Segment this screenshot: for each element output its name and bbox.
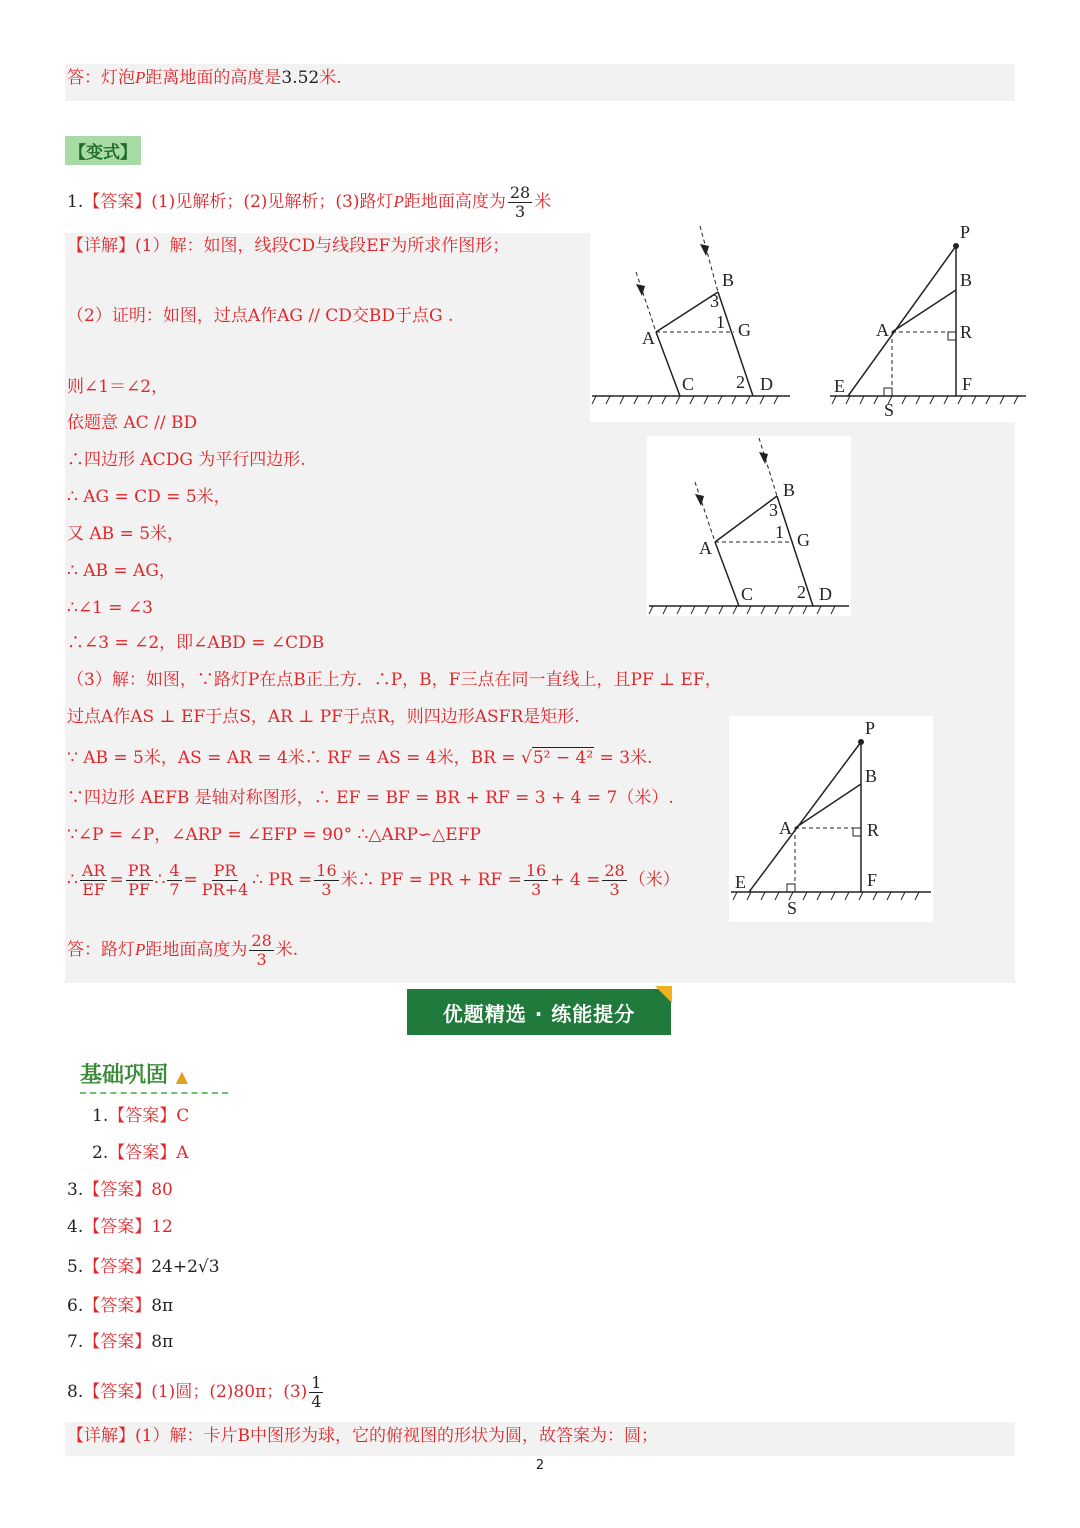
svg-text:E: E bbox=[834, 376, 845, 396]
svg-text:E: E bbox=[735, 872, 746, 892]
svg-text:S: S bbox=[884, 400, 895, 420]
svg-text:1: 1 bbox=[775, 522, 784, 542]
svg-text:F: F bbox=[962, 374, 973, 394]
section-heading: 基础巩固 ▲ bbox=[80, 1063, 188, 1088]
section-underline bbox=[80, 1092, 228, 1094]
triangle-icon: ▲ bbox=[175, 1067, 188, 1086]
svg-text:A: A bbox=[642, 328, 655, 348]
answer-4: 4.【答案】12 bbox=[67, 1217, 173, 1237]
detail-answer: 答：路灯P距地面高度为 $\frac{28}{3}$ 米. bbox=[67, 931, 299, 969]
figure-middle bbox=[647, 436, 851, 616]
svg-text:C: C bbox=[682, 374, 695, 394]
svg-text:D: D bbox=[819, 584, 832, 604]
detail-line-6: ∴ AG = CD = 5米， bbox=[67, 487, 231, 507]
answer-3: 3.【答案】80 bbox=[67, 1180, 173, 1200]
variant-tag: 【变式】 bbox=[65, 136, 141, 165]
detail-line-13: ∵ AB = 5米，AS = AR = 4米∴ RF = AS = 4米，BR = √5² − 4² = 3米. bbox=[67, 748, 653, 768]
detail-line-12: 过点A作AS ⊥ EF于点S，AR ⊥ PF于点R，则四边形ASFR是矩形. bbox=[67, 707, 580, 727]
banner-corner-decoration bbox=[655, 986, 672, 1003]
svg-text:A: A bbox=[699, 538, 712, 558]
svg-text:P: P bbox=[960, 222, 971, 242]
detail-line-7: 又 AB = 5米， bbox=[67, 524, 185, 544]
top-answer: 答：灯泡P距离地面的高度是3.52米. bbox=[67, 68, 342, 88]
svg-text:C: C bbox=[741, 584, 754, 604]
svg-text:B: B bbox=[722, 270, 735, 290]
svg-text:3: 3 bbox=[710, 291, 719, 311]
svg-text:B: B bbox=[783, 480, 796, 500]
answer-1: 1.【答案】C bbox=[92, 1106, 190, 1126]
detail-line-1: 【详解】(1）解：如图，线段CD与线段EF为所求作图形； bbox=[67, 236, 510, 256]
detail-line-5: ∴四边形 ACDG 为平行四边形. bbox=[67, 450, 306, 470]
svg-text:G: G bbox=[738, 320, 751, 340]
svg-text:A: A bbox=[876, 320, 889, 340]
section-banner: 优题精选 · 练能提分 bbox=[407, 989, 671, 1035]
svg-text:B: B bbox=[960, 270, 973, 290]
svg-text:G: G bbox=[797, 530, 810, 550]
detail-line-9: ∴∠1 = ∠3 bbox=[67, 598, 153, 618]
svg-text:D: D bbox=[760, 374, 773, 394]
svg-text:1: 1 bbox=[716, 312, 725, 332]
answer-5: 5.【答案】24+2√3 bbox=[67, 1257, 220, 1277]
detail-line-8: ∴ AB = AG， bbox=[67, 561, 176, 581]
figure-top bbox=[590, 220, 1030, 422]
answer-8: 8.【答案】(1)圆；(2)80π；(3) $\frac{1}{4}$ bbox=[67, 1373, 322, 1411]
svg-text:3: 3 bbox=[769, 500, 778, 520]
q1-answer: 1.【答案】(1)见解析；(2)见解析；(3)路灯P距地面高度为 $\frac{28}{3}$ 米 bbox=[67, 183, 552, 221]
svg-text:P: P bbox=[865, 718, 876, 738]
figure-top-svg bbox=[590, 220, 1030, 422]
figure-middle-svg bbox=[647, 436, 851, 616]
svg-text:R: R bbox=[960, 322, 973, 342]
detail-line-4: 依题意 AC // BD bbox=[67, 413, 198, 433]
svg-text:A: A bbox=[779, 818, 792, 838]
svg-text:F: F bbox=[867, 870, 878, 890]
detail-line-3: 则∠1＝∠2， bbox=[67, 377, 169, 397]
answer-2: 2.【答案】A bbox=[92, 1143, 189, 1163]
detail-line-15: ∵∠P = ∠P，∠ARP = ∠EFP = 90° ∴△ARP∽△EFP bbox=[67, 825, 481, 845]
page-number: 2 bbox=[535, 1458, 545, 1473]
answer-6: 6.【答案】8π bbox=[67, 1296, 174, 1316]
figure-lower bbox=[729, 716, 933, 922]
svg-text:2: 2 bbox=[736, 372, 745, 392]
detail-line-10: ∴∠3 = ∠2，即∠ABD = ∠CDB bbox=[67, 633, 325, 653]
detail-line-11: （3）解：如图，∵路灯P在点B正上方．∴P，B，F三点在同一直线上，且PF ⊥ EF， bbox=[67, 670, 722, 690]
svg-text:S: S bbox=[787, 898, 798, 918]
detail-line-14: ∵四边形 AEFB 是轴对称图形，∴ EF = BF = BR + RF = 3 + 4 = 7（米）. bbox=[67, 788, 674, 808]
figure-lower-svg bbox=[729, 716, 933, 922]
svg-text:B: B bbox=[865, 766, 878, 786]
last-detail: 【详解】(1）解：卡片B中图形为球，它的俯视图的形状为圆，故答案为：圆； bbox=[67, 1426, 658, 1446]
svg-text:2: 2 bbox=[797, 582, 806, 602]
svg-text:R: R bbox=[867, 820, 880, 840]
answer-7: 7.【答案】8π bbox=[67, 1332, 174, 1352]
detail-line-2: （2）证明：如图，过点A作AG // CD交BD于点G . bbox=[67, 306, 454, 326]
detail-line-16: ∴ $\frac{AR}{EF}$ = $\frac{PR}{PF}$ ∴ $\frac{4}{7}$ = $\frac{PR}{PR+4}$ ∴ PR = $\frac{16}{3}$ 米∴ PF = PR + RF = $\frac{16}{3}$ + 4 = $\frac{28}{3}$ （米） bbox=[67, 861, 680, 899]
